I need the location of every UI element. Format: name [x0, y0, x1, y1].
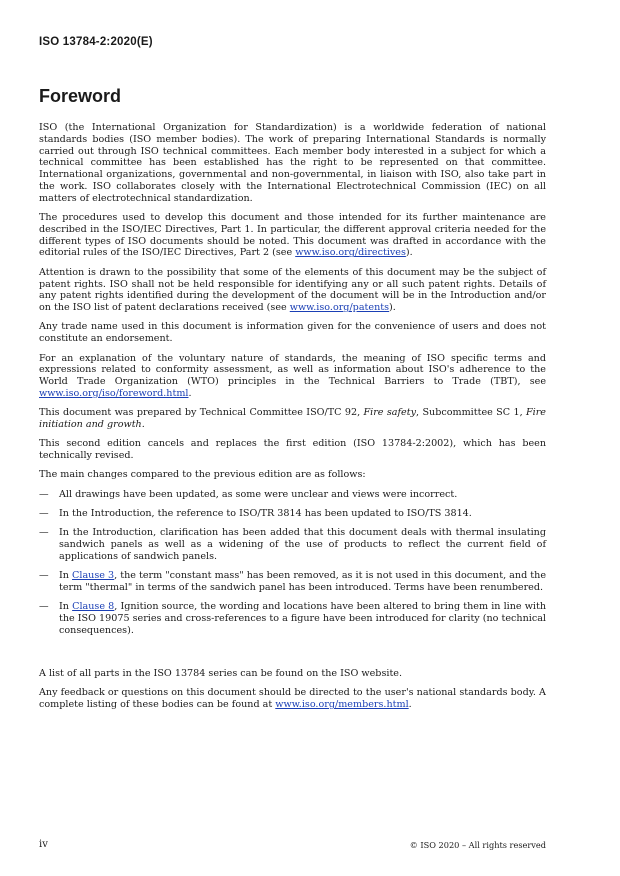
paragraph-feedback	[39, 687, 546, 711]
paragraph-iso-intro: ISO (the International Organization for Standardization) is a worldwide federation of national standards bodies (ISO member bodies). The work of preparing International Standards is normally carried out through ISO technical committees. Each member body interested in a subject for which a technical committee has been established has the right to be represented on that committee. International organizations, governmental and non-governmental, in liaison with ISO, also take part in the work. ISO collaborates closely with the International Electrotechnical Commission (IEC) on all matters of electrotechnical standardization.	[39, 122, 546, 204]
list-item	[39, 489, 546, 501]
paragraph-text: .	[188, 387, 192, 399]
dash-bullet: —	[39, 601, 49, 613]
list-item-text: In the Introduction, clarification has been added that this document deals with thermal insulating sandwich panels as well as a widening of the use of products to reflect the current field of applications of sandwich panels.	[59, 527, 546, 562]
paragraph-procedures	[39, 212, 546, 259]
paragraph-committee	[39, 407, 546, 431]
list-item	[39, 601, 546, 636]
paragraph-voluntary-nature	[39, 353, 546, 400]
list-item	[39, 527, 546, 562]
paragraph-text: This document was prepared by Technical Committee ISO/TC 92,	[39, 407, 364, 419]
spacer	[39, 644, 546, 668]
document-id: ISO 13784-2:2020(E)	[39, 36, 153, 48]
clause-3-link[interactable]: Clause 3	[72, 570, 115, 582]
fire-initiation-italic: Fire initiation and growth	[39, 407, 546, 431]
paragraph-patents	[39, 267, 546, 314]
directives-link[interactable]: www.iso.org/directives	[295, 247, 406, 259]
copyright-notice: © ISO 2020 – All rights reserved	[409, 840, 546, 850]
dash-bullet: —	[39, 508, 49, 520]
paragraph-text: Any feedback or questions on this document should be directed to the user's national standards body. A complete listing of these bodies can be found at	[39, 687, 546, 711]
paragraph-series-list: A list of all parts in the ISO 13784 series can be found on the ISO website.	[39, 668, 403, 680]
fire-safety-italic: Fire safety	[363, 407, 417, 419]
paragraph-text: .	[408, 699, 412, 711]
paragraph-text: , Subcommittee SC 1,	[416, 407, 526, 419]
list-item-text: In	[59, 570, 73, 582]
list-item-text: , Ignition source, the wording and locations have been altered to bring them in line with the ISO 19075 series and cross-references to a figure have been introduced for clarity (no technical consequences).	[59, 601, 547, 636]
list-item-text: In	[59, 601, 73, 613]
paragraph-text: For an explanation of the voluntary nature of standards, the meaning of ISO specific terms and expressions related to conformity assessment, as well as information about ISO's adherence to the World Trade Organization (WTO) principles in the Technical Barriers to Trade (TBT), see	[39, 352, 546, 388]
dash-bullet: —	[39, 570, 49, 582]
foreword-body	[39, 122, 546, 719]
page-number: iv	[39, 839, 48, 850]
paragraph-text: ).	[405, 247, 413, 259]
list-item	[39, 570, 546, 594]
clause-8-link[interactable]: Clause 8	[72, 601, 115, 613]
paragraph-text: .	[141, 419, 145, 431]
members-link[interactable]: www.iso.org/members.html	[275, 699, 409, 711]
paragraph-text: Attention is drawn to the possibility that some of the elements of this document may be the subject of patent rights. ISO shall not be held responsible for identifying any or all such patent rights. Details of any patent rights identified during the development of the document will be in the Introduction and/or on the ISO list of patent declarations received (see	[39, 266, 546, 314]
list-item-text: , the term "constant mass" has been removed, as it is not used in this document, and the term "thermal" in terms of the sandwich panel has been introduced. Terms have been renumbered.	[59, 570, 546, 593]
paragraph-trade-name: Any trade name used in this document is information given for the convenience of users and does not constitute an endorsement.	[39, 321, 546, 345]
dash-bullet: —	[39, 527, 49, 539]
foreword-link[interactable]: www.iso.org/iso/foreword.html	[39, 387, 189, 399]
changes-list	[39, 489, 546, 637]
paragraph-edition: This second edition cancels and replaces the first edition (ISO 13784-2:2002), which has been technically revised.	[39, 438, 546, 462]
dash-bullet: —	[39, 488, 49, 500]
patents-link[interactable]: www.iso.org/patents	[289, 302, 390, 314]
paragraph-text: ).	[389, 302, 396, 314]
page-title: Foreword	[39, 86, 122, 106]
list-item-text: In the Introduction, the reference to ISO/TR 3814 has been updated to ISO/TS 3814.	[59, 508, 472, 520]
list-item-text: All drawings have been updated, as some were unclear and views were incorrect.	[59, 488, 458, 500]
list-item	[39, 508, 546, 520]
paragraph-text: The procedures used to develop this document and those intended for its further maintenance are described in the ISO/IEC Directives, Part 1. In particular, the different approval criteria needed for the different types of ISO documents should be noted. This document was drafted in accordance with the editorial rules of the ISO/IEC Directives, Part 2 (see	[39, 212, 546, 259]
paragraph-changes-intro: The main changes compared to the previous edition are as follows:	[39, 469, 366, 481]
